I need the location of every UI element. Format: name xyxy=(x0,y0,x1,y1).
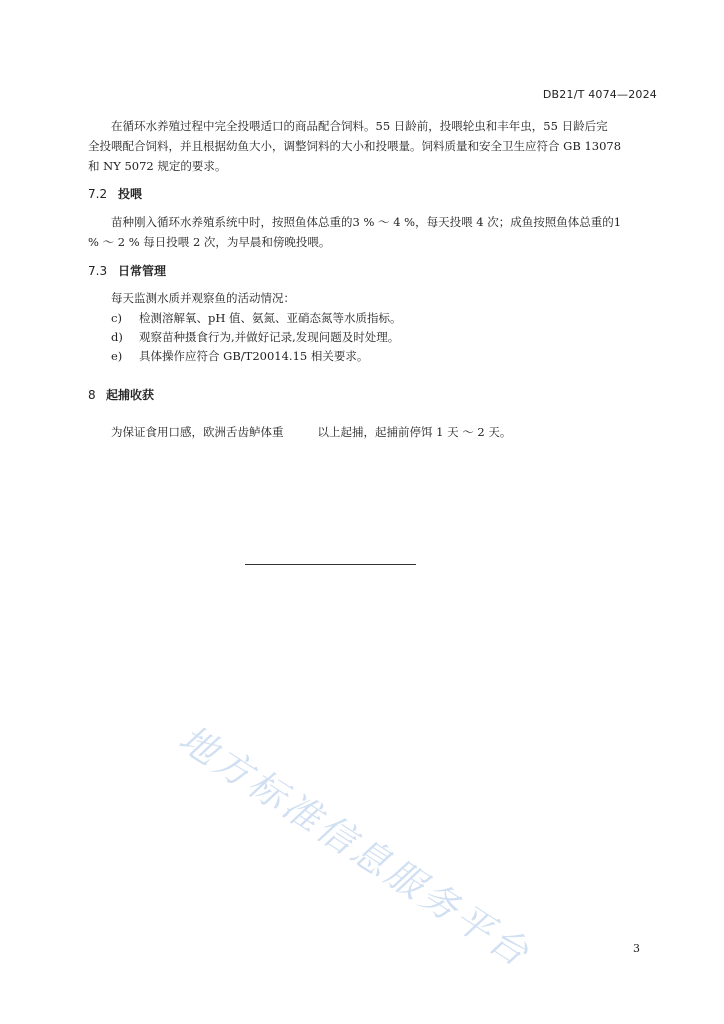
section-number: 8 xyxy=(88,388,96,402)
section-title: 投喂 xyxy=(118,187,143,201)
section-title: 起捕收获 xyxy=(106,388,155,402)
list-marker: c) xyxy=(111,311,122,325)
section-number: 7.2 xyxy=(88,187,108,201)
document-code: DB21/T 4074—2024 xyxy=(542,88,657,101)
list-item-text: 检测溶解氧、pH 值、氨氮、亚硝态氮等水质指标。 xyxy=(139,311,402,325)
text-line: % ～ 2 % 每日投喂 2 次，为早晨和傍晚投喂。 xyxy=(88,235,331,249)
text-line: 在循环水养殖过程中完全投喂适口的商品配合饲料。55 日龄前，投喂轮虫和丰年虫，55 日龄后完 xyxy=(111,119,608,133)
end-rule xyxy=(245,564,416,565)
page-number: 3 xyxy=(633,942,640,955)
section-heading-8 xyxy=(88,386,154,403)
list-item xyxy=(111,310,402,326)
watermark-text: 地方标准信息服务平台 xyxy=(171,716,539,977)
feeding-paragraph xyxy=(88,212,656,252)
text-line: 全投喂配合饲料，并且根据幼鱼大小，调整饲料的大小和投喂量。饲料质量和安全卫生应符合 GB 13078 xyxy=(88,139,622,153)
list-item-text: 观察苗种摄食行为,并做好记录,发现问题及时处理。 xyxy=(139,330,400,344)
section-title: 日常管理 xyxy=(118,264,167,278)
list-item xyxy=(111,348,368,364)
list-marker: d) xyxy=(111,330,123,344)
section-heading-7-3 xyxy=(88,262,166,279)
text-segment: 以上起捕，起捕前停饵 1 天 ～ 2 天。 xyxy=(317,425,512,439)
text-segment: 为保证食用口感，欧洲舌齿鲈体重 xyxy=(111,425,284,439)
list-item xyxy=(111,329,399,345)
section-number: 7.3 xyxy=(88,264,108,278)
intro-paragraph xyxy=(88,116,656,176)
daily-management-lead: 每天监测水质并观察鱼的活动情况： xyxy=(111,291,295,305)
list-marker: e) xyxy=(111,349,123,363)
harvest-paragraph xyxy=(111,424,511,440)
section-heading-7-2 xyxy=(88,185,142,202)
text-line: 苗种刚入循环水养殖系统中时，按照鱼体总重的3 % ～ 4 %，每天投喂 4 次；成鱼按照鱼体总重的1 xyxy=(111,215,622,229)
text-line: 和 NY 5072 规定的要求。 xyxy=(88,159,227,173)
list-item-text: 具体操作应符合 GB/T20014.15 相关要求。 xyxy=(139,349,369,363)
